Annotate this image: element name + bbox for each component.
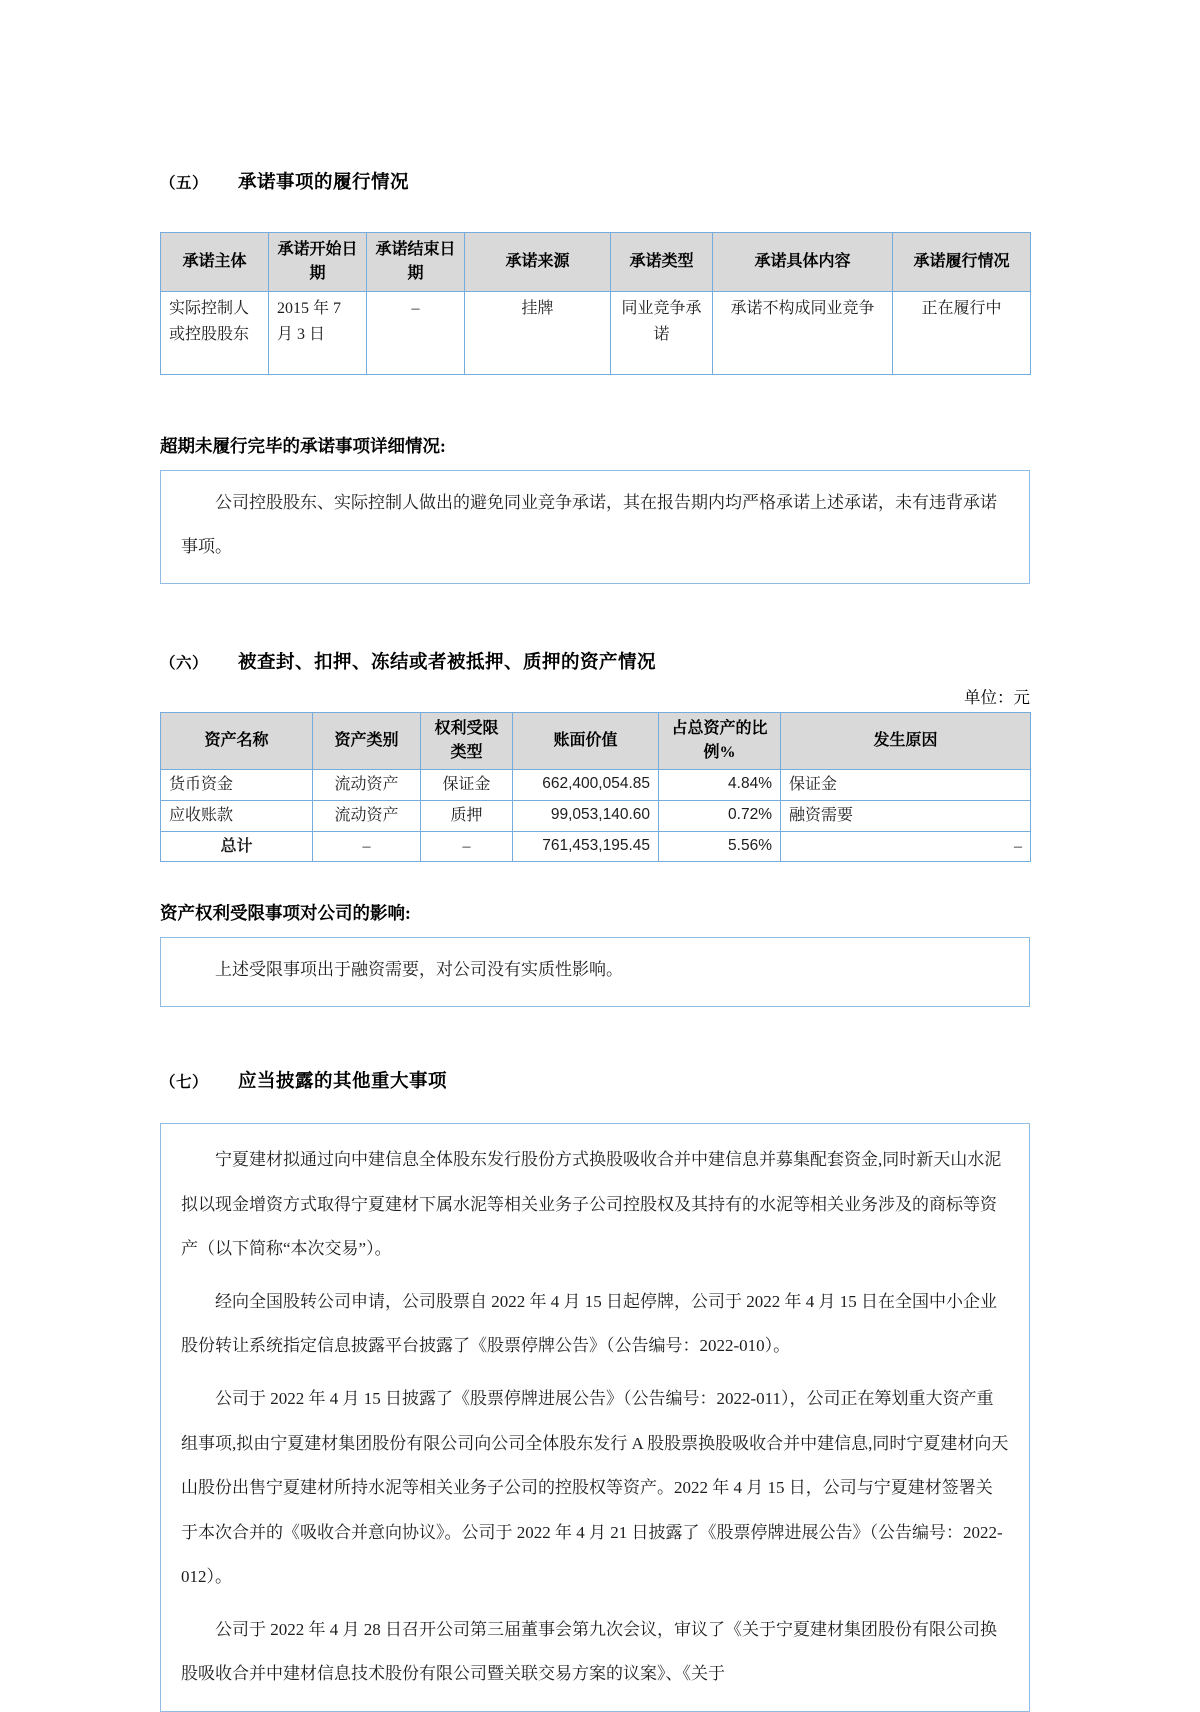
section7-heading <box>160 1067 1035 1093</box>
header-cell: 发生原因 <box>781 713 1031 770</box>
header-cell: 承诺履行情况 <box>893 233 1031 292</box>
table-cell: 承诺不构成同业竞争 <box>713 292 893 375</box>
section7-title: 应当披露的其他重大事项 <box>238 1072 448 1093</box>
table-cell: 质押 <box>421 800 513 831</box>
section5-number: （五） <box>160 175 209 192</box>
table-row <box>161 292 1031 375</box>
unit-label: 单位：元 <box>964 688 1030 708</box>
other-major-events-box <box>160 1123 1030 1711</box>
other-events-paragraph: 公司于 2022 年 4 月 28 日召开公司第三届董事会第九次会议，审议了《关于宁夏建材集团股份有限公司换股吸收合并中建材信息技术股份有限公司暨关联交易方案的议案》、《关于 <box>181 1619 997 1684</box>
restricted-rights-impact-box <box>160 937 1030 1007</box>
header-cell: 权利受限类型 <box>421 713 513 770</box>
assets-table-header <box>161 713 1031 770</box>
table-cell: 挂牌 <box>465 292 611 375</box>
restricted-assets-table <box>160 712 1031 862</box>
section5-heading <box>160 168 1035 194</box>
overdue-commitments-heading: 超期未履行完毕的承诺事项详细情况: <box>160 436 446 456</box>
restricted-rights-impact-heading: 资产权利受限事项对公司的影响: <box>160 903 411 924</box>
table-header-row <box>161 233 1031 292</box>
table-cell: 同业竞争承诺 <box>611 292 713 375</box>
other-events-paragraph: 公司于 2022 年 4 月 15 日披露了《股票停牌进展公告》（公告编号：2022-011），公司正在筹划重大资产重组事项,拟由宁夏建材集团股份有限公司向公司全体股东发行 A 股股票换股吸收合并中建信息,同时宁夏建材向天山股份出售宁夏建材所持水泥等相关业务子公司的控股权等资产。2022 年 4 月 15 日，公司与宁夏建材签署关于本次合并的《吸收合并意向协议》。公司于 2022 年 4 月 21 日披露了《股票停牌进展公告》（公告编号：2022-012）。 <box>181 1389 1009 1587</box>
section6-number: （六） <box>160 655 209 673</box>
table-cell: 761,453,195.45 <box>513 831 659 862</box>
section5-title: 承诺事项的履行情况 <box>238 173 410 193</box>
header-cell: 承诺具体内容 <box>713 233 893 292</box>
overdue-commitments-box <box>160 470 1030 584</box>
table-row <box>161 800 1031 831</box>
table-cell: – <box>421 831 513 862</box>
commitments-table-header <box>161 233 1031 292</box>
header-cell: 资产类别 <box>313 713 421 770</box>
table-cell: 2015 年 7 月 3 日 <box>269 292 367 375</box>
header-cell: 承诺结束日期 <box>367 233 465 292</box>
table-total-row <box>161 831 1031 862</box>
table-cell: – <box>313 831 421 862</box>
table-header-row <box>161 713 1031 770</box>
table-cell: 0.72% <box>659 800 781 831</box>
table-cell: 保证金 <box>421 770 513 801</box>
header-cell: 占总资产的比例% <box>659 713 781 770</box>
table-cell: 流动资产 <box>313 770 421 801</box>
table-cell: 保证金 <box>781 770 1031 801</box>
table-cell: – <box>367 292 465 375</box>
other-events-paragraph: 宁夏建材拟通过向中建信息全体股东发行股份方式换股吸收合并中建信息并募集配套资金,同时新天山水泥拟以现金增资方式取得宁夏建材下属水泥等相关业务子公司控股权及其持有的水泥等相关业务涉及的商标等资产（以下简称“本次交易”）。 <box>181 1150 1002 1259</box>
table-cell: 融资需要 <box>781 800 1031 831</box>
commitments-table <box>160 232 1031 375</box>
header-cell: 承诺开始日期 <box>269 233 367 292</box>
table-cell: 应收账款 <box>161 800 313 831</box>
table-cell: 货币资金 <box>161 770 313 801</box>
table-cell: 5.56% <box>659 831 781 862</box>
table-cell: – <box>781 831 1031 862</box>
section6-title: 被查封、扣押、冻结或者被抵押、质押的资产情况 <box>238 653 657 674</box>
table-cell: 流动资产 <box>313 800 421 831</box>
header-cell: 承诺主体 <box>161 233 269 292</box>
restricted-rights-impact-text: 上述受限事项出于融资需要，对公司没有实质性影响。 <box>215 960 623 980</box>
other-events-paragraph: 经向全国股转公司申请，公司股票自 2022 年 4 月 15 日起停牌，公司于 2022 年 4 月 15 日在全国中小企业股份转让系统指定信息披露平台披露了《股票停牌公告》（公告编号：2022-010）。 <box>181 1291 997 1356</box>
header-cell: 承诺来源 <box>465 233 611 292</box>
header-cell: 账面价值 <box>513 713 659 770</box>
header-cell: 承诺类型 <box>611 233 713 292</box>
table-cell: 总计 <box>161 831 313 862</box>
section7-number: （七） <box>160 1074 209 1092</box>
overdue-commitments-text: 公司控股股东、实际控制人做出的避免同业竞争承诺，其在报告期内均严格承诺上述承诺，未有违背承诺事项。 <box>181 493 997 557</box>
section6-heading <box>160 648 1035 674</box>
table-cell: 662,400,054.85 <box>513 770 659 801</box>
table-cell: 4.84% <box>659 770 781 801</box>
table-cell: 正在履行中 <box>893 292 1031 375</box>
header-cell: 资产名称 <box>161 713 313 770</box>
table-row <box>161 770 1031 801</box>
table-cell: 实际控制人或控股股东 <box>161 292 269 375</box>
table-cell: 99,053,140.60 <box>513 800 659 831</box>
